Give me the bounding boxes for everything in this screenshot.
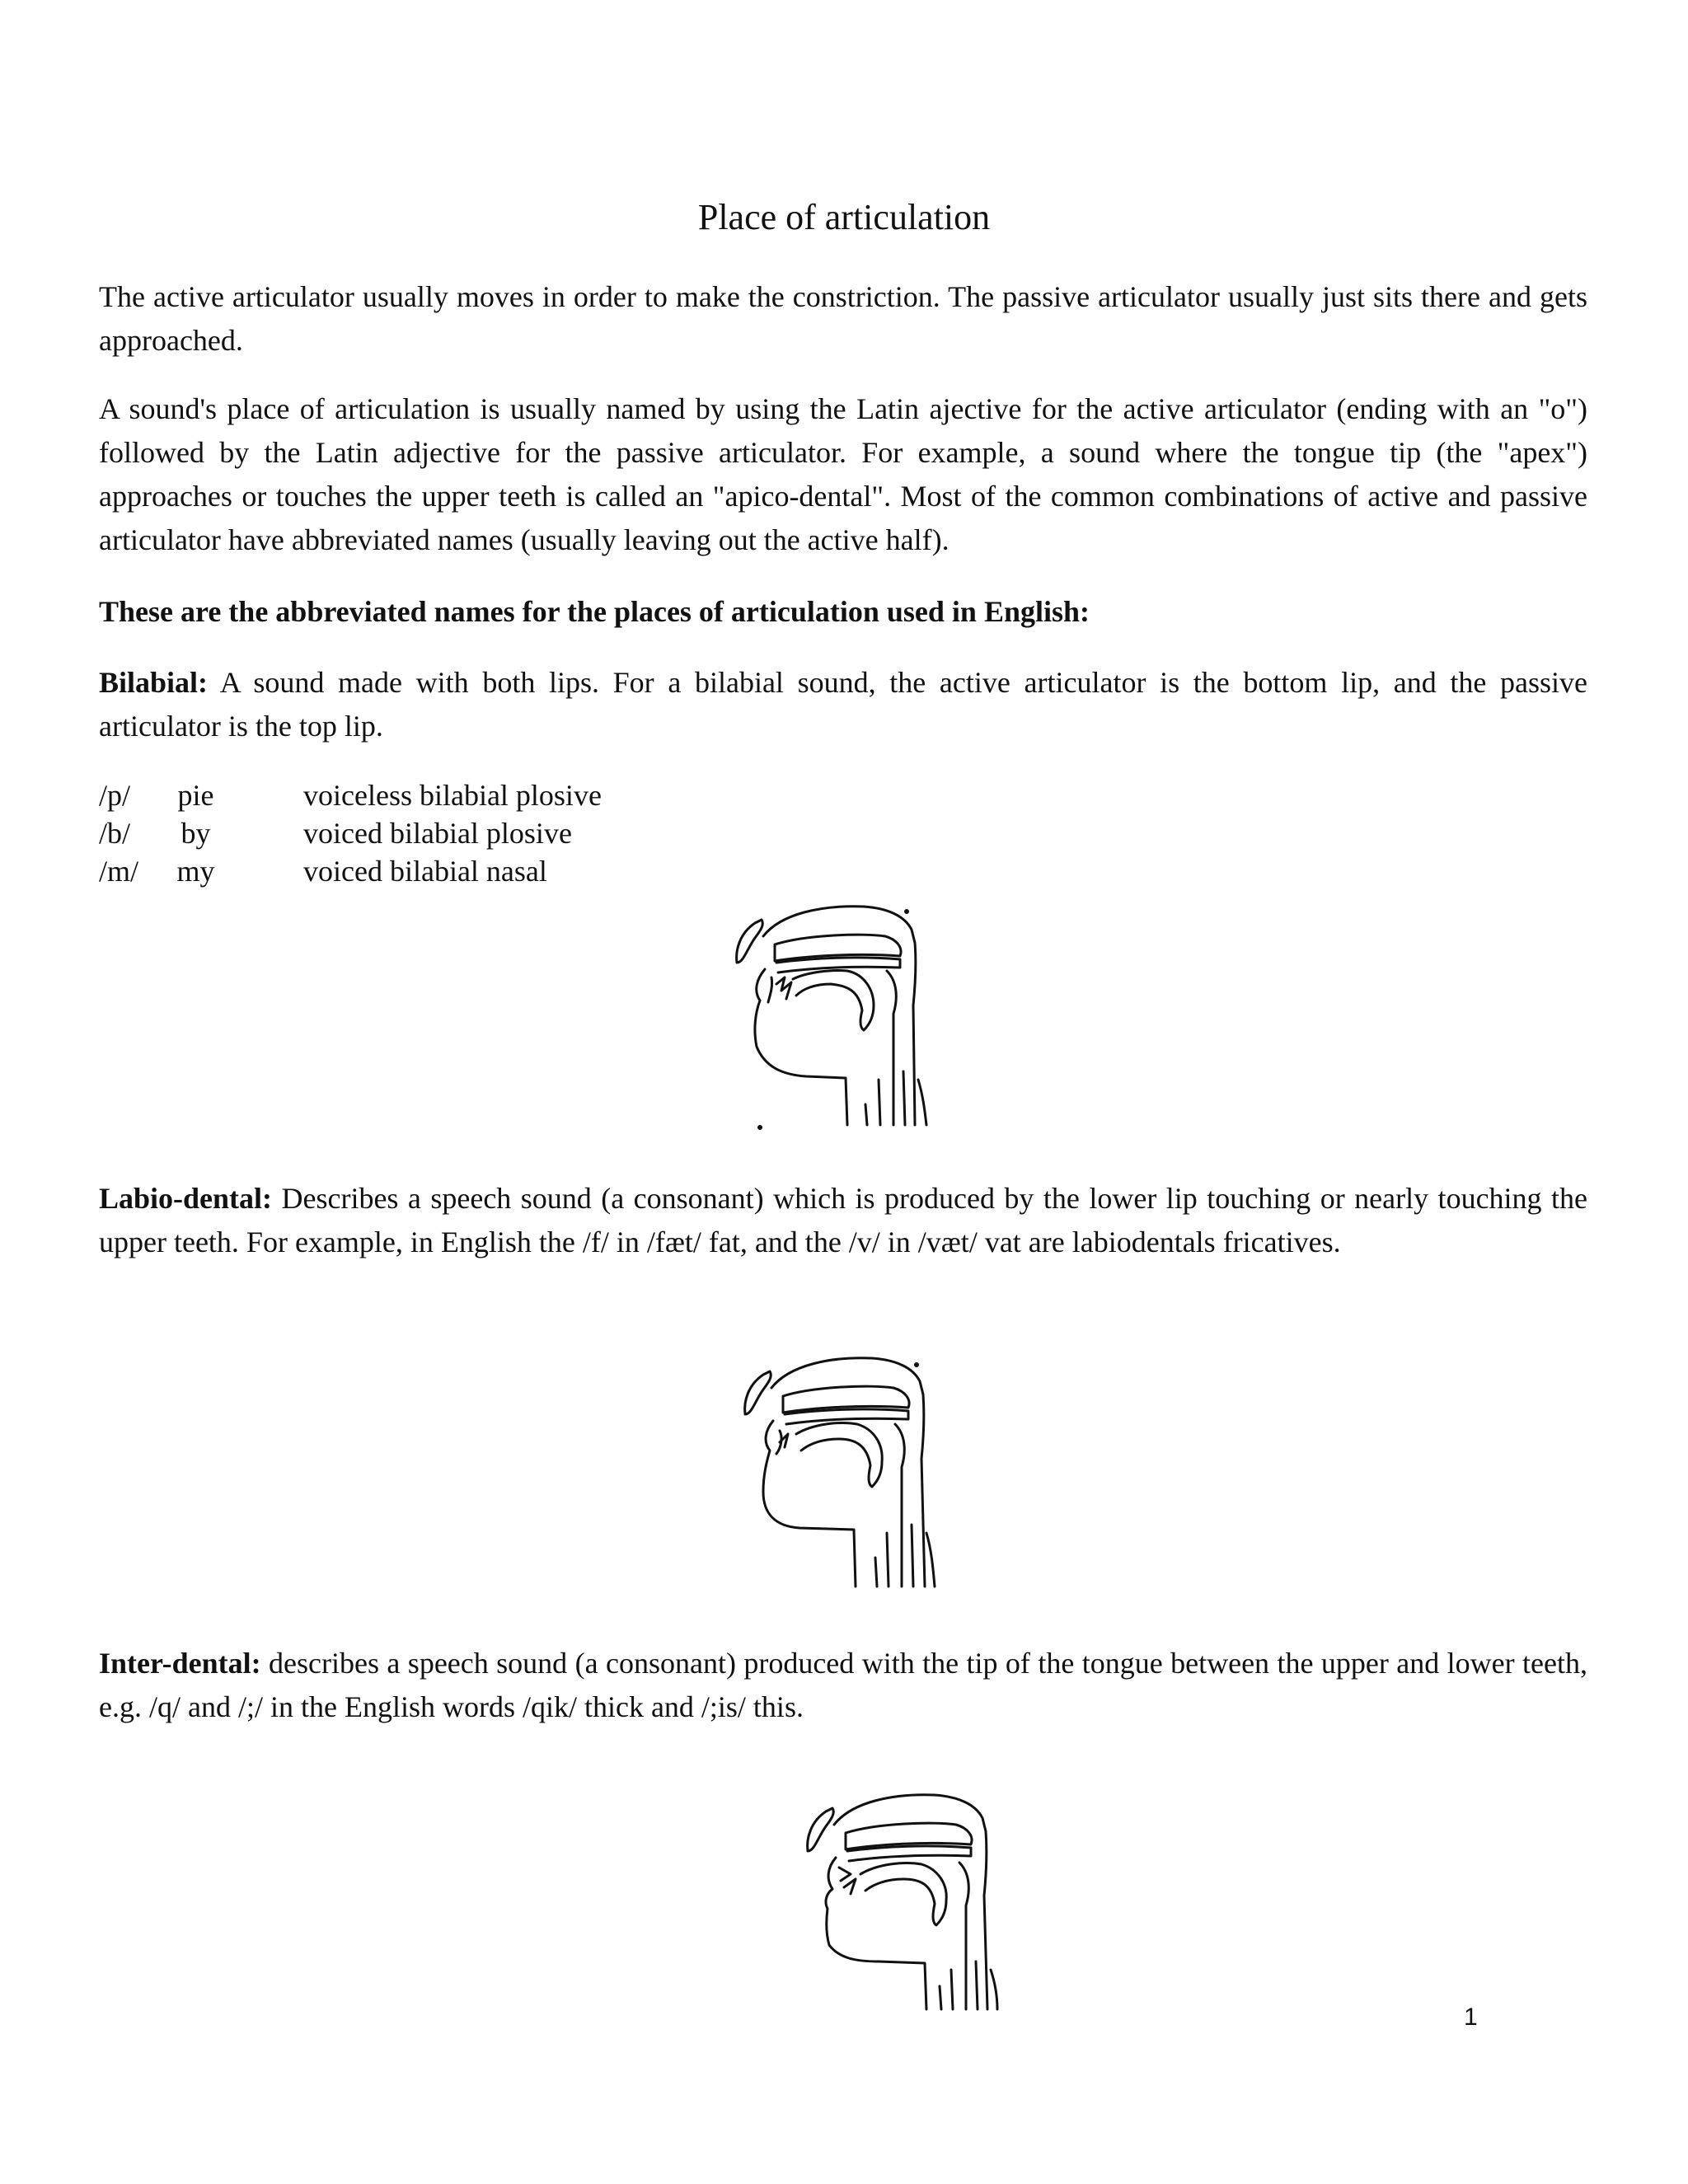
- labiodental-definition: [99, 1177, 1587, 1264]
- example-word: my: [176, 855, 215, 888]
- bilabial-examples: [99, 776, 758, 890]
- page-number: 1: [1464, 2004, 1478, 2031]
- example-word: by: [181, 817, 211, 850]
- example-symbol: /b/: [99, 817, 131, 850]
- example-row: [99, 814, 758, 852]
- bilabial-term: Bilabial:: [99, 666, 209, 699]
- example-description: voiceless bilabial plosive: [303, 779, 602, 812]
- interdental-text: describes a speech sound (a consonant) produced with the tip of the tongue between the upper and lower teeth, e.g. /q/ and /;/ in the English words /qik/ thick and /;is/ this.: [99, 1647, 1587, 1723]
- labiodental-vocal-tract-diagram: [730, 1352, 936, 1591]
- example-symbol: /m/: [99, 855, 139, 888]
- example-symbol: /p/: [99, 779, 131, 812]
- example-row: [99, 776, 758, 814]
- intro-paragraph: The active articulator usually moves in order to make the constriction. The passive articulator usually just sits there and gets approached.: [99, 280, 1587, 357]
- page-title: Place of articulation: [697, 197, 991, 237]
- interdental-definition: [99, 1642, 1587, 1729]
- interdental-vocal-tract-diagram: [793, 1788, 999, 2011]
- example-description: voiced bilabial nasal: [303, 855, 547, 888]
- bilabial-definition: [99, 661, 1587, 748]
- naming-paragraph: A sound's place of articulation is usually named by using the Latin ajective for the active articulator (ending with an "o") followed by the Latin adjective for the passive articulator. For example, a sound where the tongue tip (the "apex") approaches or touches the upper teeth is called an "apico-dental". Most of the common combinations of active and passive articulator have abbreviated names (usually leaving out the active half).: [99, 392, 1587, 556]
- example-word: pie: [177, 779, 214, 812]
- bilabial-text: A sound made with both lips. For a bilabial sound, the active articulator is the bottom lip, and the passive articulator is the top lip.: [99, 666, 1587, 743]
- labiodental-text: Describes a speech sound (a consonant) which is produced by the lower lip touching or nearly touching the upper teeth. For example, in English the /f/ in /fæt/ fat, and the /v/ in /væt/ vat are labiodentals fricatives.: [99, 1182, 1587, 1258]
- bilabial-vocal-tract-diagram: [724, 898, 930, 1137]
- labiodental-term: Labio-dental:: [99, 1182, 273, 1215]
- example-row: [99, 852, 758, 890]
- example-description: voiced bilabial plosive: [303, 817, 572, 850]
- interdental-term: Inter-dental:: [99, 1647, 261, 1680]
- section-heading: These are the abbreviated names for the places of articulation used in English:: [99, 595, 1090, 628]
